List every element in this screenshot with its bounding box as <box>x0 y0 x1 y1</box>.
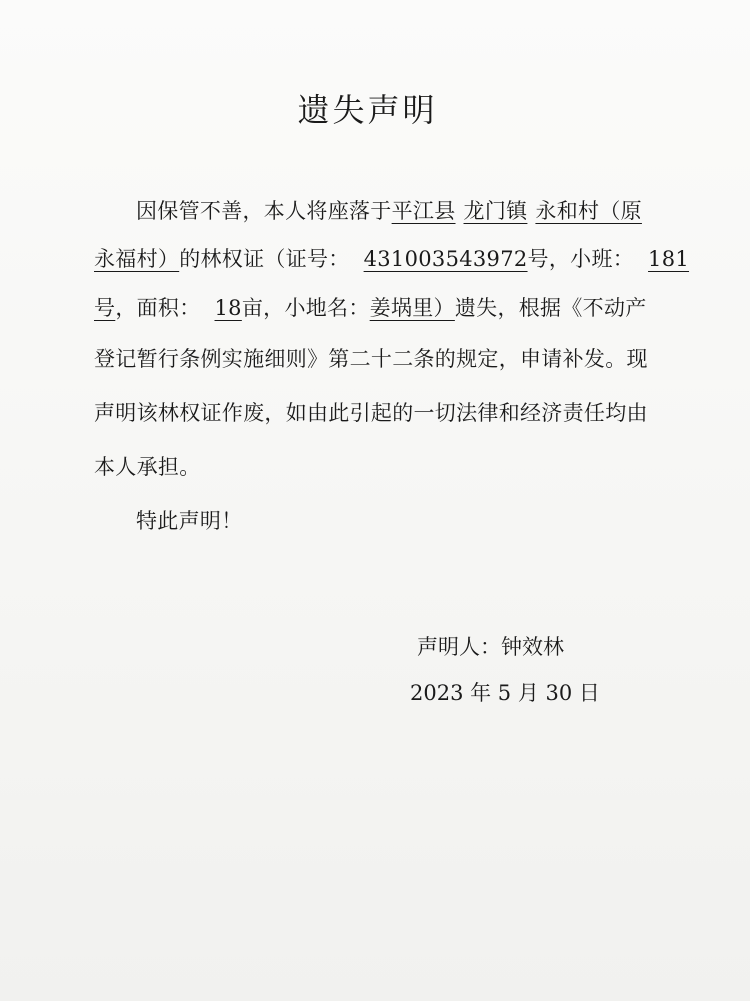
body-line-1 <box>136 196 660 226</box>
document-title: 遗失声明 <box>297 91 438 129</box>
area-value: 18 <box>214 296 242 320</box>
village-name: 永和村（原 <box>535 199 642 223</box>
body-text: 亩，小地名： <box>241 296 370 320</box>
closing-statement: 特此声明！ <box>136 509 243 533</box>
place-name: 姜埚里） <box>369 296 455 320</box>
certificate-number: 431003543972 <box>363 247 528 271</box>
county-name: 平江县 <box>391 199 456 223</box>
declaration-date: 2023 年 5 月 30 日 <box>410 681 600 705</box>
body-line-3 <box>94 293 660 323</box>
body-text: 号，小班： <box>527 247 635 271</box>
body-line-6: 本人承担。 <box>94 455 201 479</box>
body-text: ，面积： <box>115 296 201 320</box>
body-line-4: 登记暂行条例实施细则》第二十二条的规定，申请补发。现 <box>94 347 648 371</box>
town-name: 龙门镇 <box>463 199 528 223</box>
body-text: 的林权证（证号： <box>179 247 350 271</box>
body-text: 因保管不善，本人将座落于 <box>136 199 392 223</box>
subcompartment-suffix: 号 <box>94 296 116 320</box>
body-line-5: 声明该林权证作废，如由此引起的一切法律和经济责任均由 <box>94 401 648 425</box>
declarant-name: 声明人：钟效林 <box>417 635 564 659</box>
body-line-2 <box>94 244 690 274</box>
subcompartment-number: 181 <box>648 247 690 271</box>
village-name-former: 永福村） <box>94 247 180 271</box>
body-text: 遗失，根据《不动产 <box>454 296 647 320</box>
